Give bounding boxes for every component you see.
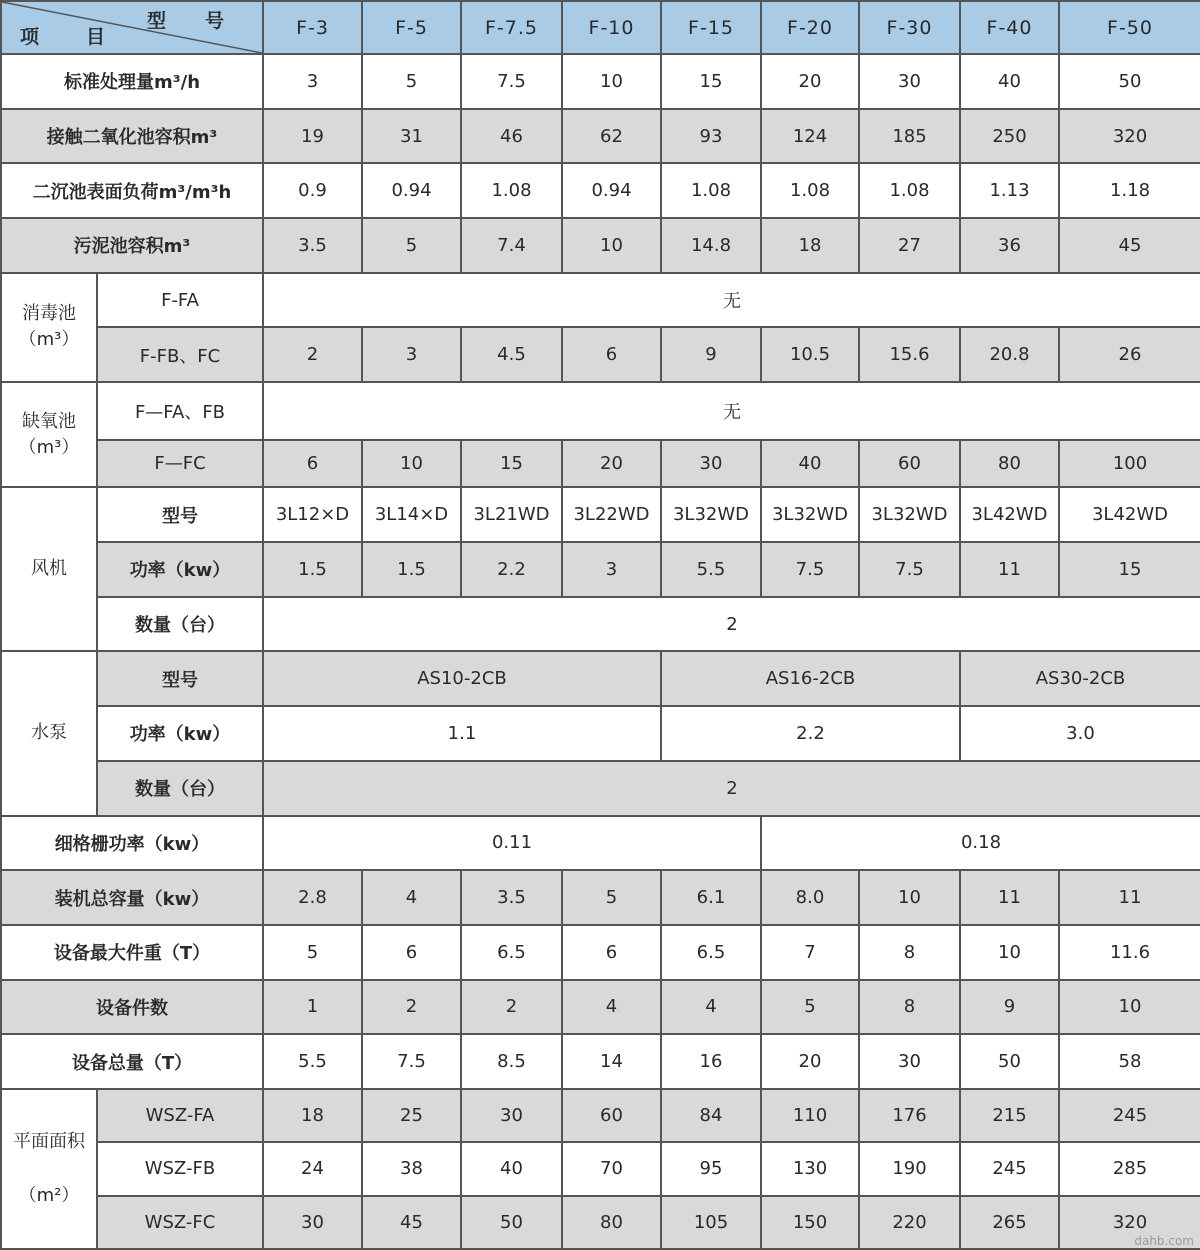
table-cell: 190 bbox=[859, 1142, 960, 1195]
table-cell: 5.5 bbox=[263, 1034, 362, 1089]
table-cell: 62 bbox=[562, 109, 661, 164]
table-cell: 176 bbox=[859, 1089, 960, 1142]
table-cell: 60 bbox=[562, 1089, 661, 1142]
table-row-fan-qty bbox=[1, 597, 1200, 652]
table-cell: 36 bbox=[960, 218, 1059, 273]
table-cell: 45 bbox=[1059, 218, 1200, 273]
table-cell: 58 bbox=[1059, 1034, 1200, 1089]
table-cell: 3L21WD bbox=[461, 487, 562, 542]
table-row-total-weight bbox=[1, 1034, 1200, 1089]
table-cell: 5 bbox=[562, 870, 661, 925]
table-cell: 320 bbox=[1059, 109, 1200, 164]
merged-cell: 2 bbox=[263, 761, 1200, 816]
merged-cell: 无 bbox=[263, 382, 1200, 440]
table-cell: 8 bbox=[859, 925, 960, 980]
table-cell: 2.8 bbox=[263, 870, 362, 925]
model-header: F-5 bbox=[362, 1, 461, 54]
row-label: 二沉池表面负荷m³/m³h bbox=[1, 163, 263, 218]
table-row-disinfect-fa bbox=[1, 273, 1200, 328]
table-cell: 220 bbox=[859, 1196, 960, 1249]
table-cell: 3L42WD bbox=[1059, 487, 1200, 542]
group-label-fan: 风机 bbox=[1, 487, 97, 651]
table-cell: 4 bbox=[661, 980, 761, 1035]
group-label-disinfect bbox=[1, 273, 97, 382]
group-label-pump: 水泵 bbox=[1, 651, 97, 815]
table-cell: 10 bbox=[1059, 980, 1200, 1035]
table-cell: 20.8 bbox=[960, 327, 1059, 382]
table-cell: 15 bbox=[461, 440, 562, 488]
table-cell: 7.5 bbox=[859, 542, 960, 597]
table-cell: 11 bbox=[1059, 870, 1200, 925]
table-row-pump-power bbox=[1, 706, 1200, 761]
table-cell: 3L42WD bbox=[960, 487, 1059, 542]
table-row-pump-qty bbox=[1, 761, 1200, 816]
table-cell: 10 bbox=[362, 440, 461, 488]
table-cell: 8.5 bbox=[461, 1034, 562, 1089]
table-cell: 8.0 bbox=[761, 870, 859, 925]
table-row-contact-oxidation bbox=[1, 109, 1200, 164]
table-cell: 6.5 bbox=[661, 925, 761, 980]
sub-label: F—FC bbox=[97, 440, 263, 488]
merged-cell: 0.11 bbox=[263, 816, 761, 871]
table-cell: 130 bbox=[761, 1142, 859, 1195]
table-cell: 30 bbox=[661, 440, 761, 488]
model-header: F-7.5 bbox=[461, 1, 562, 54]
group-label-unit: （m³） bbox=[18, 329, 80, 351]
row-label: 设备总量（T） bbox=[1, 1034, 263, 1089]
table-cell: 1.08 bbox=[461, 163, 562, 218]
table-cell: 95 bbox=[661, 1142, 761, 1195]
model-header: F-15 bbox=[661, 1, 761, 54]
table-cell: 3L14×D bbox=[362, 487, 461, 542]
table-cell: 320 bbox=[1059, 1196, 1200, 1249]
table-row-installed-capacity bbox=[1, 870, 1200, 925]
table-cell: 10 bbox=[859, 870, 960, 925]
merged-cell: 3.0 bbox=[960, 706, 1200, 761]
table-cell: 3 bbox=[263, 54, 362, 109]
merged-cell: 无 bbox=[263, 273, 1200, 328]
table-cell: 6 bbox=[263, 440, 362, 488]
table-cell: 0.94 bbox=[362, 163, 461, 218]
table-cell: 0.9 bbox=[263, 163, 362, 218]
corner-model-label: 型 号 bbox=[146, 10, 234, 32]
table-cell: 18 bbox=[761, 218, 859, 273]
table-cell: 80 bbox=[960, 440, 1059, 488]
sub-label: WSZ-FA bbox=[97, 1089, 263, 1142]
row-label: 细格栅功率（kw） bbox=[1, 816, 263, 871]
table-row-fan-model bbox=[1, 487, 1200, 542]
sub-label: 数量（台） bbox=[97, 761, 263, 816]
table-row-max-weight bbox=[1, 925, 1200, 980]
table-cell: 124 bbox=[761, 109, 859, 164]
table-cell: 10 bbox=[562, 54, 661, 109]
merged-cell: 2 bbox=[263, 597, 1200, 652]
table-cell: 15.6 bbox=[859, 327, 960, 382]
table-cell: 18 bbox=[263, 1089, 362, 1142]
group-label-line: 消毒池 bbox=[22, 303, 76, 325]
table-row-anoxic-fc bbox=[1, 440, 1200, 488]
sub-label: WSZ-FC bbox=[97, 1196, 263, 1249]
table-cell: 3.5 bbox=[461, 870, 562, 925]
table-cell: 6 bbox=[562, 925, 661, 980]
table-cell: 185 bbox=[859, 109, 960, 164]
row-label: 装机总容量（kw） bbox=[1, 870, 263, 925]
table-cell: 5 bbox=[263, 925, 362, 980]
sub-label: 数量（台） bbox=[97, 597, 263, 652]
table-cell: 6 bbox=[562, 327, 661, 382]
table-cell: 7 bbox=[761, 925, 859, 980]
table-cell: 7.5 bbox=[461, 54, 562, 109]
table-cell: 31 bbox=[362, 109, 461, 164]
merged-cell: 0.18 bbox=[761, 816, 1200, 871]
table-cell: 2 bbox=[461, 980, 562, 1035]
sub-label: 功率（kw） bbox=[97, 706, 263, 761]
group-label-unit: （m³） bbox=[18, 436, 80, 458]
group-label-area bbox=[1, 1089, 97, 1249]
table-cell: 0.94 bbox=[562, 163, 661, 218]
table-cell: 93 bbox=[661, 109, 761, 164]
table-cell: 50 bbox=[1059, 54, 1200, 109]
table-row-fan-power bbox=[1, 542, 1200, 597]
table-cell: 10.5 bbox=[761, 327, 859, 382]
table-cell: 80 bbox=[562, 1196, 661, 1249]
sub-label: WSZ-FB bbox=[97, 1142, 263, 1195]
table-cell: 19 bbox=[263, 109, 362, 164]
table-cell: 3L32WD bbox=[661, 487, 761, 542]
table-cell: 245 bbox=[1059, 1089, 1200, 1142]
table-row-anoxic-fafb bbox=[1, 382, 1200, 440]
model-header: F-50 bbox=[1059, 1, 1200, 54]
table-row-area-fc bbox=[1, 1196, 1200, 1249]
table-cell: 30 bbox=[263, 1196, 362, 1249]
table-cell: 3L22WD bbox=[562, 487, 661, 542]
table-cell: 4 bbox=[362, 870, 461, 925]
merged-cell: 1.1 bbox=[263, 706, 661, 761]
group-label-unit: （m²） bbox=[18, 1184, 80, 1206]
table-cell: 1.13 bbox=[960, 163, 1059, 218]
table-cell: 84 bbox=[661, 1089, 761, 1142]
row-label: 设备件数 bbox=[1, 980, 263, 1035]
table-cell: 1.08 bbox=[761, 163, 859, 218]
table-cell: 20 bbox=[761, 1034, 859, 1089]
table-cell: 20 bbox=[761, 54, 859, 109]
model-header: F-3 bbox=[263, 1, 362, 54]
table-cell: 5.5 bbox=[661, 542, 761, 597]
table-cell: 40 bbox=[960, 54, 1059, 109]
group-label-anoxic bbox=[1, 382, 97, 487]
merged-cell: AS16-2CB bbox=[661, 651, 960, 706]
table-cell: 10 bbox=[562, 218, 661, 273]
table-row-area-fa bbox=[1, 1089, 1200, 1142]
model-header: F-20 bbox=[761, 1, 859, 54]
table-cell: 50 bbox=[960, 1034, 1059, 1089]
table-row-pump-model bbox=[1, 651, 1200, 706]
model-header: F-30 bbox=[859, 1, 960, 54]
row-label: 标准处理量m³/h bbox=[1, 54, 263, 109]
table-cell: 245 bbox=[960, 1142, 1059, 1195]
table-cell: 2 bbox=[263, 327, 362, 382]
table-cell: 215 bbox=[960, 1089, 1059, 1142]
table-cell: 15 bbox=[661, 54, 761, 109]
table-row-piece-count bbox=[1, 980, 1200, 1035]
table-row-secondary-settling bbox=[1, 163, 1200, 218]
watermark: dahb.com bbox=[1134, 1234, 1194, 1248]
table-row-sludge-tank bbox=[1, 218, 1200, 273]
table-cell: 2 bbox=[362, 980, 461, 1035]
sub-label: 型号 bbox=[97, 487, 263, 542]
table-row-area-fb bbox=[1, 1142, 1200, 1195]
corner-item-label: 项 目 bbox=[20, 26, 120, 48]
table-cell: 26 bbox=[1059, 327, 1200, 382]
table-cell: 7.4 bbox=[461, 218, 562, 273]
table-cell: 3 bbox=[562, 542, 661, 597]
group-label-line: 平面面积 bbox=[13, 1130, 85, 1152]
table-cell: 5 bbox=[362, 218, 461, 273]
table-cell: 265 bbox=[960, 1196, 1059, 1249]
table-cell: 3L12×D bbox=[263, 487, 362, 542]
sub-label: F-FB、FC bbox=[97, 327, 263, 382]
table-cell: 11 bbox=[960, 870, 1059, 925]
table-cell: 30 bbox=[859, 54, 960, 109]
table-row-std-capacity bbox=[1, 54, 1200, 109]
table-cell: 1.5 bbox=[263, 542, 362, 597]
table-cell: 7.5 bbox=[761, 542, 859, 597]
table-cell: 150 bbox=[761, 1196, 859, 1249]
merged-cell: AS10-2CB bbox=[263, 651, 661, 706]
table-cell: 6 bbox=[362, 925, 461, 980]
table-cell: 50 bbox=[461, 1196, 562, 1249]
table-cell: 9 bbox=[661, 327, 761, 382]
header-row bbox=[1, 1, 1200, 54]
row-label: 接触二氧化池容积m³ bbox=[1, 109, 263, 164]
table-cell: 14.8 bbox=[661, 218, 761, 273]
table-cell: 11.6 bbox=[1059, 925, 1200, 980]
table-cell: 46 bbox=[461, 109, 562, 164]
table-cell: 16 bbox=[661, 1034, 761, 1089]
table-cell: 6.1 bbox=[661, 870, 761, 925]
table-cell: 24 bbox=[263, 1142, 362, 1195]
table-row-disinfect-fbfc bbox=[1, 327, 1200, 382]
table-cell: 60 bbox=[859, 440, 960, 488]
model-header: F-10 bbox=[562, 1, 661, 54]
table-cell: 1.18 bbox=[1059, 163, 1200, 218]
table-cell: 5 bbox=[362, 54, 461, 109]
table-cell: 100 bbox=[1059, 440, 1200, 488]
table-cell: 1 bbox=[263, 980, 362, 1035]
table-cell: 11 bbox=[960, 542, 1059, 597]
table-cell: 5 bbox=[761, 980, 859, 1035]
table-cell: 105 bbox=[661, 1196, 761, 1249]
table-cell: 14 bbox=[562, 1034, 661, 1089]
table-cell: 3L32WD bbox=[761, 487, 859, 542]
model-header: F-40 bbox=[960, 1, 1059, 54]
table-cell: 2.2 bbox=[461, 542, 562, 597]
sub-label: F—FA、FB bbox=[97, 382, 263, 440]
header-corner-cell bbox=[1, 1, 263, 54]
table-cell: 25 bbox=[362, 1089, 461, 1142]
table-cell: 40 bbox=[761, 440, 859, 488]
merged-cell: 2.2 bbox=[661, 706, 960, 761]
table-cell: 40 bbox=[461, 1142, 562, 1195]
sub-label: 功率（kw） bbox=[97, 542, 263, 597]
table-cell: 15 bbox=[1059, 542, 1200, 597]
merged-cell: AS30-2CB bbox=[960, 651, 1200, 706]
row-label: 设备最大件重（T） bbox=[1, 925, 263, 980]
sub-label: F-FA bbox=[97, 273, 263, 328]
table-cell: 6.5 bbox=[461, 925, 562, 980]
table-cell: 8 bbox=[859, 980, 960, 1035]
table-cell: 4 bbox=[562, 980, 661, 1035]
table-cell: 1.08 bbox=[661, 163, 761, 218]
table-cell: 110 bbox=[761, 1089, 859, 1142]
sub-label: 型号 bbox=[97, 651, 263, 706]
table-cell: 3 bbox=[362, 327, 461, 382]
table-cell: 7.5 bbox=[362, 1034, 461, 1089]
table-cell: 4.5 bbox=[461, 327, 562, 382]
group-label-line: 缺氧池 bbox=[22, 410, 76, 432]
table-cell: 285 bbox=[1059, 1142, 1200, 1195]
table-cell: 27 bbox=[859, 218, 960, 273]
table-cell: 9 bbox=[960, 980, 1059, 1035]
table-row-fine-screen bbox=[1, 816, 1200, 871]
table-cell: 3L32WD bbox=[859, 487, 960, 542]
table-cell: 30 bbox=[461, 1089, 562, 1142]
table-cell: 30 bbox=[859, 1034, 960, 1089]
table-cell: 70 bbox=[562, 1142, 661, 1195]
table-cell: 45 bbox=[362, 1196, 461, 1249]
table-cell: 1.08 bbox=[859, 163, 960, 218]
table-cell: 3.5 bbox=[263, 218, 362, 273]
table-cell: 10 bbox=[960, 925, 1059, 980]
table-cell: 20 bbox=[562, 440, 661, 488]
table-cell: 38 bbox=[362, 1142, 461, 1195]
row-label: 污泥池容积m³ bbox=[1, 218, 263, 273]
table-cell: 1.5 bbox=[362, 542, 461, 597]
table-cell: 250 bbox=[960, 109, 1059, 164]
